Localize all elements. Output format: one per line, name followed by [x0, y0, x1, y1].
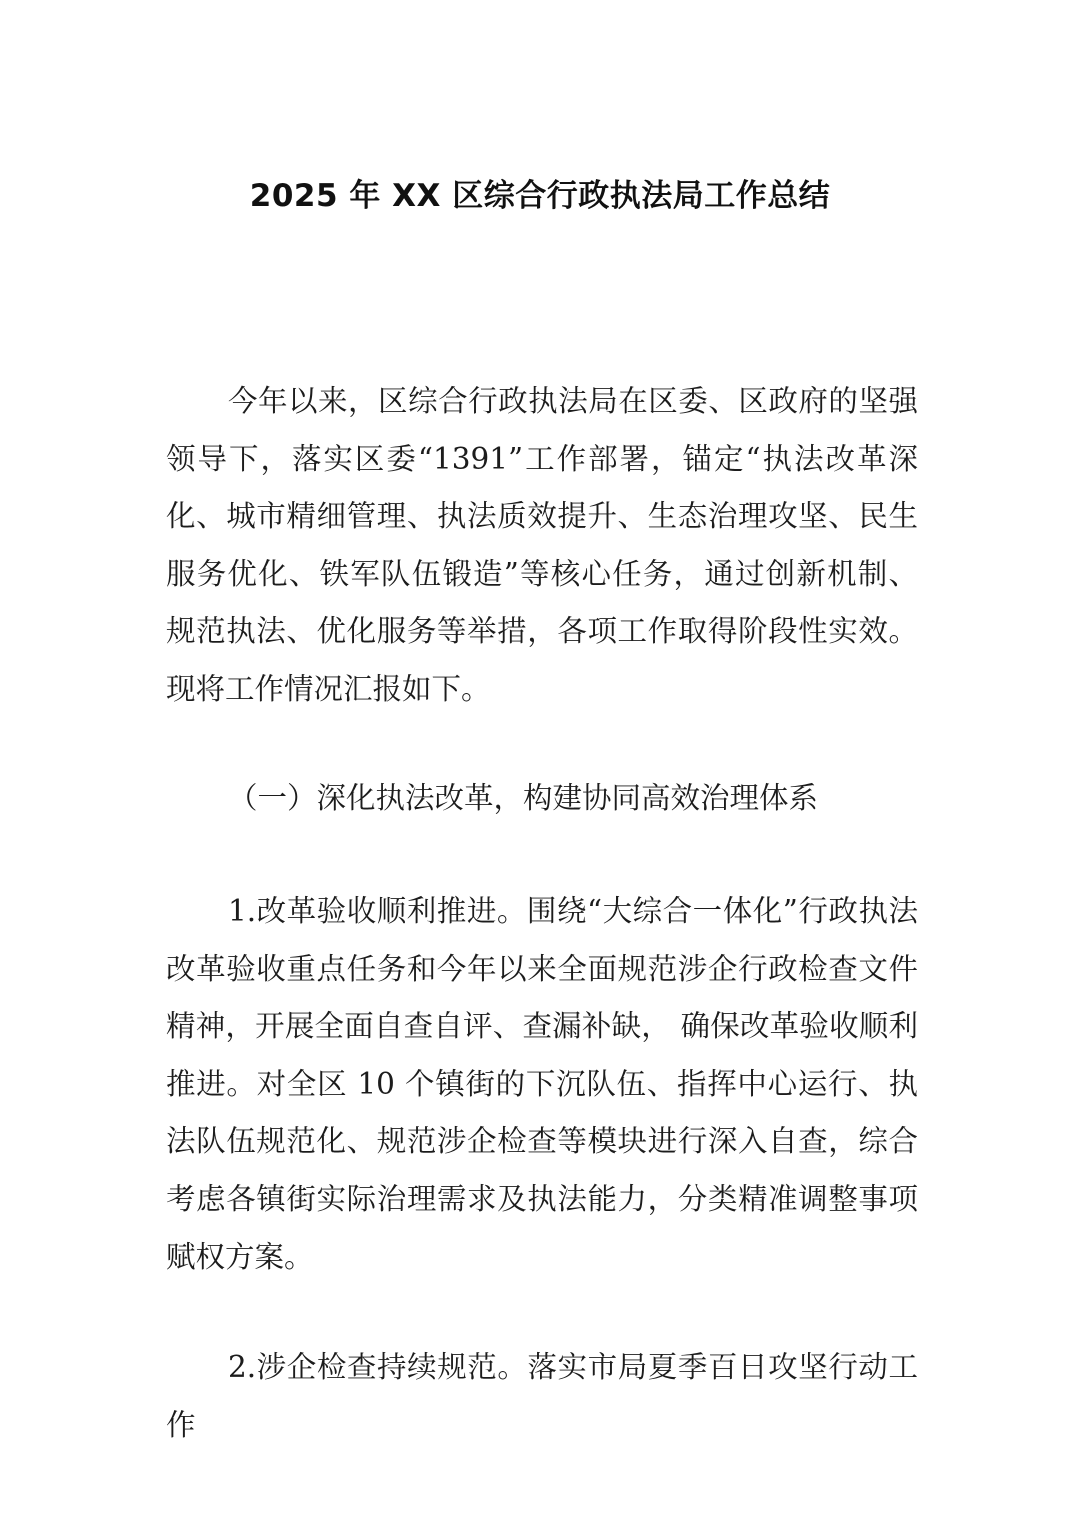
item-paragraph-2: 2.涉企检查持续规范。落实市局夏季百日攻坚行动工作: [166, 1350, 918, 1442]
section-heading: （一）深化执法改革，构建协同高效治理体系: [227, 781, 818, 815]
document-title: 2025 年 XX 区综合行政执法局工作总结: [249, 178, 831, 214]
intro-paragraph: 今年以来，区综合行政执法局在区委、区政府的坚强领导下，落实区委“1391”工作部署，锚定“执法改革深化、城市精细管理、执法质效提升、生态治理攻坚、民生服务优化、铁军队伍锻造”等核心任务，通过创新机制、规范执法、优化服务等举措，各项工作取得阶段性实效。现将工作情况汇报如下。: [166, 384, 918, 706]
item-paragraph-1: 1.改革验收顺利推进。围绕“大综合一体化”行政执法改革验收重点任务和今年以来全面规范涉企行政检查文件精神，开展全面自查自评、查漏补缺， 确保改革验收顺利推进。对全区 10 个镇街的下沉队伍、指挥中心运行、执法队伍规范化、规范涉企检查等模块进行深入自查，综合考虑各镇街实际治理需求及执法能力，分类精准调整事项赋权方案。: [166, 894, 918, 1274]
